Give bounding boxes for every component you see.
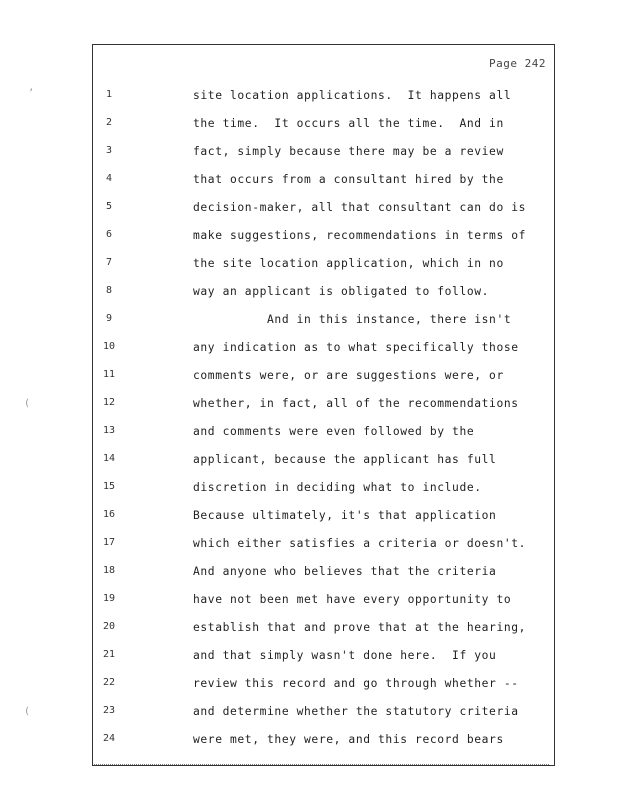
- transcript-line: [93, 201, 554, 221]
- scan-speck-mark: (: [24, 398, 31, 409]
- line-number: 23: [102, 705, 116, 716]
- line-number: 22: [102, 677, 116, 688]
- line-number: 12: [102, 397, 116, 408]
- line-text: establish that and prove that at the hearing,: [193, 621, 527, 634]
- transcript-line: [93, 649, 554, 669]
- line-number: 18: [102, 565, 116, 576]
- line-text: Because ultimately, it's that application: [193, 509, 497, 522]
- line-number: 5: [105, 201, 113, 212]
- transcript-line: [93, 145, 554, 165]
- transcript-line: [93, 397, 554, 417]
- line-number: 4: [105, 173, 113, 184]
- line-text: discretion in deciding what to include.: [193, 481, 482, 494]
- line-number: 13: [102, 425, 116, 436]
- line-text: review this record and go through whether --: [193, 677, 519, 690]
- line-text: the time. It occurs all the time. And in: [193, 117, 504, 130]
- line-text: And in this instance, there isn't: [193, 313, 512, 326]
- transcript-line: [93, 733, 554, 753]
- line-text: and determine whether the statutory criteria: [193, 705, 519, 718]
- line-number: 9: [105, 313, 113, 324]
- transcript-line: [93, 705, 554, 725]
- scan-speck-mark: ’: [28, 88, 35, 99]
- line-text: that occurs from a consultant hired by the: [193, 173, 504, 186]
- transcript-line: [93, 509, 554, 529]
- transcript-line: [93, 593, 554, 613]
- line-text: site location applications. It happens all: [193, 89, 512, 102]
- line-number: 8: [105, 285, 113, 296]
- page-number: Page 242: [489, 57, 546, 70]
- transcript-line: [93, 369, 554, 389]
- line-number: 14: [102, 453, 116, 464]
- transcript-line: [93, 285, 554, 305]
- line-number: 17: [102, 537, 116, 548]
- line-text: make suggestions, recommendations in terms of: [193, 229, 527, 242]
- line-number: 3: [105, 145, 113, 156]
- line-number: 10: [102, 341, 116, 352]
- line-text: have not been met have every opportunity to: [193, 593, 512, 606]
- line-number: 16: [102, 509, 116, 520]
- line-number: 11: [102, 369, 116, 380]
- line-text: comments were, or are suggestions were, or: [193, 369, 504, 382]
- transcript-line: [93, 481, 554, 501]
- line-text: any indication as to what specifically those: [193, 341, 519, 354]
- transcript-line: [93, 677, 554, 697]
- line-number: 19: [102, 593, 116, 604]
- line-text: the site location application, which in no: [193, 257, 504, 270]
- transcript-line: [93, 565, 554, 585]
- line-text: way an applicant is obligated to follow.: [193, 285, 490, 298]
- line-number: 7: [105, 257, 113, 268]
- bottom-dotted-rule: [94, 764, 549, 765]
- transcript-line: [93, 173, 554, 193]
- line-text: and that simply wasn't done here. If you: [193, 649, 497, 662]
- line-text: which either satisfies a criteria or doesn't.: [193, 537, 527, 550]
- line-number: 2: [105, 117, 113, 128]
- scan-speck-mark: (: [24, 706, 31, 717]
- line-text: And anyone who believes that the criteria: [193, 565, 497, 578]
- line-text: applicant, because the applicant has full: [193, 453, 497, 466]
- line-text: whether, in fact, all of the recommendations: [193, 397, 519, 410]
- line-number: 6: [105, 229, 113, 240]
- line-text: fact, simply because there may be a review: [193, 145, 504, 158]
- line-text: decision-maker, all that consultant can do is: [193, 201, 527, 214]
- line-number: 20: [102, 621, 116, 632]
- line-number: 15: [102, 481, 116, 492]
- line-text: and comments were even followed by the: [193, 425, 475, 438]
- transcript-line: [93, 257, 554, 277]
- transcript-line: [93, 425, 554, 445]
- transcript-page: [92, 44, 555, 766]
- transcript-line: [93, 117, 554, 137]
- transcript-line: [93, 537, 554, 557]
- transcript-line: [93, 341, 554, 361]
- transcript-line: [93, 621, 554, 641]
- transcript-line: [93, 89, 554, 109]
- line-number: 21: [102, 649, 116, 660]
- line-number: 24: [102, 733, 116, 744]
- transcript-line: [93, 313, 554, 333]
- line-number: 1: [105, 89, 113, 100]
- transcript-line: [93, 453, 554, 473]
- transcript-line: [93, 229, 554, 249]
- line-text: were met, they were, and this record bears: [193, 733, 504, 746]
